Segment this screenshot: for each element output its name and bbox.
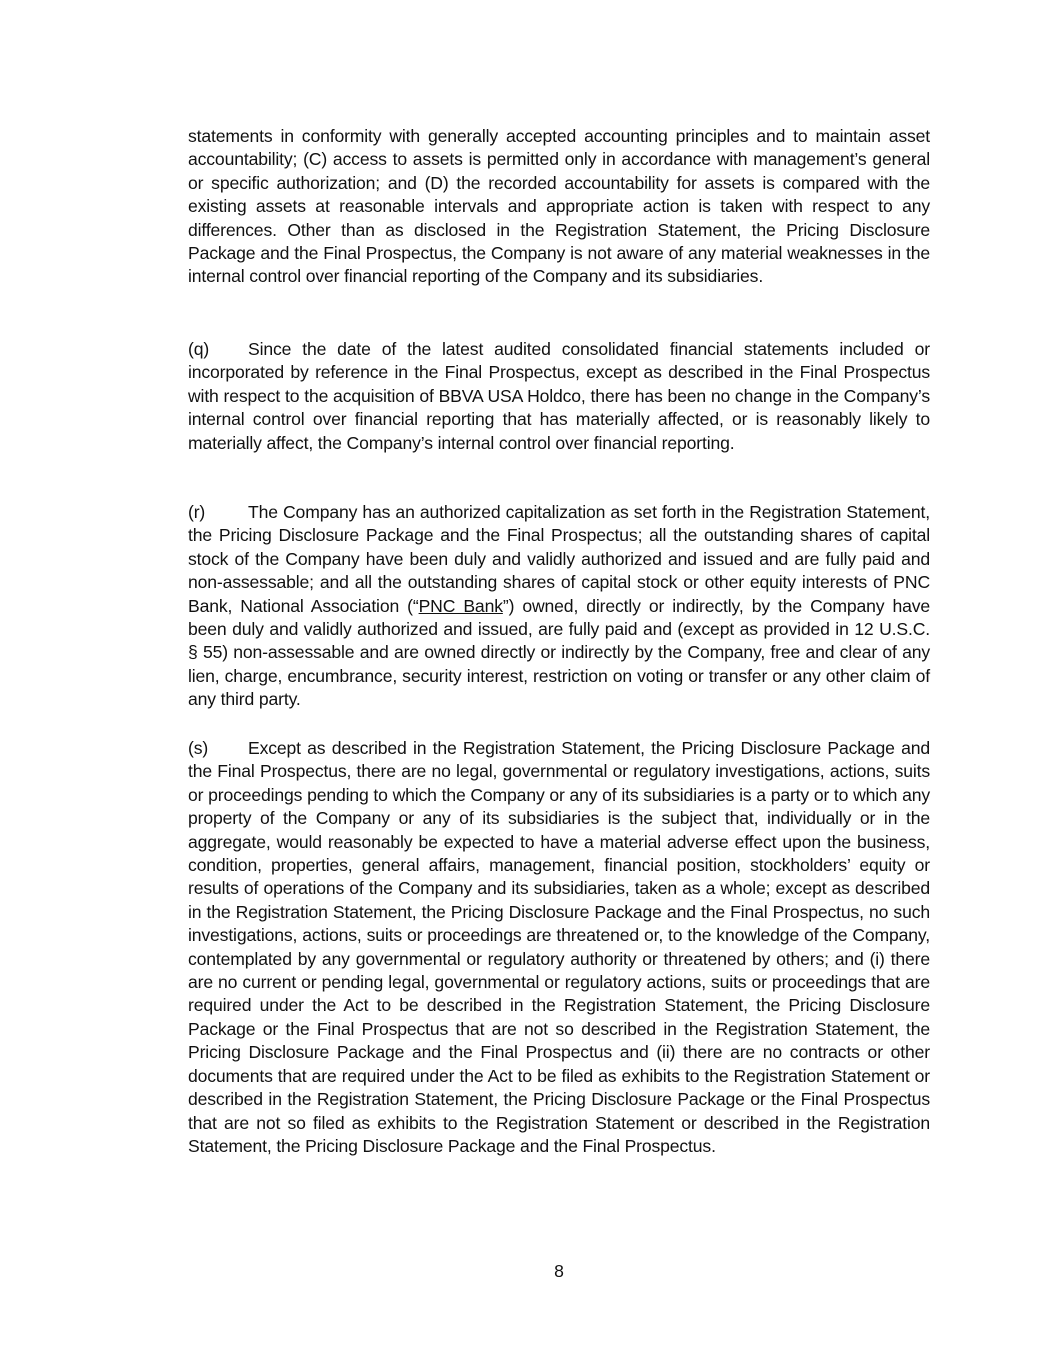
paragraph-q bbox=[188, 338, 930, 455]
paragraph-text: Except as described in the Registration Statement, the Pricing Disclosure Package and the Final Prospectus, there are no legal, governmental or regulatory investigations, actions, suits or proceedings pending to which the Company or any of its subsidiaries is a party or to which any property of the Company or any of its subsidiaries is the subject that, individually or in the aggregate, would reasonably be expected to have a material adverse effect upon the business, condition, properties, general affairs, management, financial position, stockholders’ equity or results of operations of the Company and its subsidiaries, taken as a whole; except as described in the Registration Statement, the Pricing Disclosure Package and the Final Prospectus, no such investigations, actions, suits or proceedings are threatened or, to the knowledge of the Company, contemplated by any governmental or regulatory authority or threatened by others; and (i) there are no current or pending legal, governmental or regulatory actions, suits or proceedings that are required under the Act to be described in the Registration Statement, the Pricing Disclosure Package or the Final Prospectus that are not so described in the Registration Statement, the Pricing Disclosure Package and the Final Prospectus and (ii) there are no contracts or other documents that are required under the Act to be filed as exhibits to the Registration Statement or described in the Registration Statement, the Pricing Disclosure Package or the Final Prospectus that are not so filed as exhibits to the Registration Statement or described in the Registration Statement, the Pricing Disclosure Package and the Final Prospectus. bbox=[188, 738, 930, 1156]
paragraph-text: The Company has an authorized capitalization as set forth in the Registration Statement, the Pricing Disclosure Package and the Final Prospectus; all the outstanding shares of capital stock of the Company have been duly and validly authorized and issued and are fully paid and non-assessable; and all the outstanding shares of capital stock or other equity interests of PNC Bank, National Association (“ bbox=[188, 502, 930, 616]
paragraph-s bbox=[188, 737, 930, 1158]
paragraph-text: Since the date of the latest audited consolidated financial statements included or incorporated by reference in the Final Prospectus, except as described in the Final Prospectus with respect to the acquisition of BBVA USA Holdco, there has been no change in the Company’s internal control over financial reporting that has materially affected, or is reasonably likely to materially affect, the Company’s internal control over financial reporting. bbox=[188, 339, 930, 453]
paragraph-continuation bbox=[188, 125, 930, 289]
paragraph-text: statements in conformity with generally accepted accounting principles and to maintain asset accountability; (C) access to assets is permitted only in accordance with management’s general or specific authorization; and (D) the recorded accountability for assets is compared with the existing assets at reasonable intervals and appropriate action is taken with respect to any differences. Other than as disclosed in the Registration Statement, the Pricing Disclosure Package and the Final Prospectus, the Company is not aware of any material weaknesses in the internal control over financial reporting of the Company and its subsidiaries. bbox=[188, 126, 930, 287]
paragraph-label: (s) bbox=[188, 738, 209, 758]
page-number: 8 bbox=[554, 1261, 564, 1281]
defined-term: PNC Bank bbox=[418, 595, 503, 616]
paragraph-text-continued: ”) owned, directly or indirectly, by the Company have been duly and validly authorized and issued, are fully paid and (except as provided in 12 U.S.C. § 55) non-assessable and are owned directly or indirectly by the Company, free and clear of any lien, charge, encumbrance, security interest, restriction on voting or transfer or any other claim of any third party. bbox=[188, 595, 930, 710]
paragraph-label: (q) bbox=[188, 339, 210, 359]
paragraph-label: (r) bbox=[188, 502, 206, 522]
paragraph-r bbox=[188, 501, 930, 712]
